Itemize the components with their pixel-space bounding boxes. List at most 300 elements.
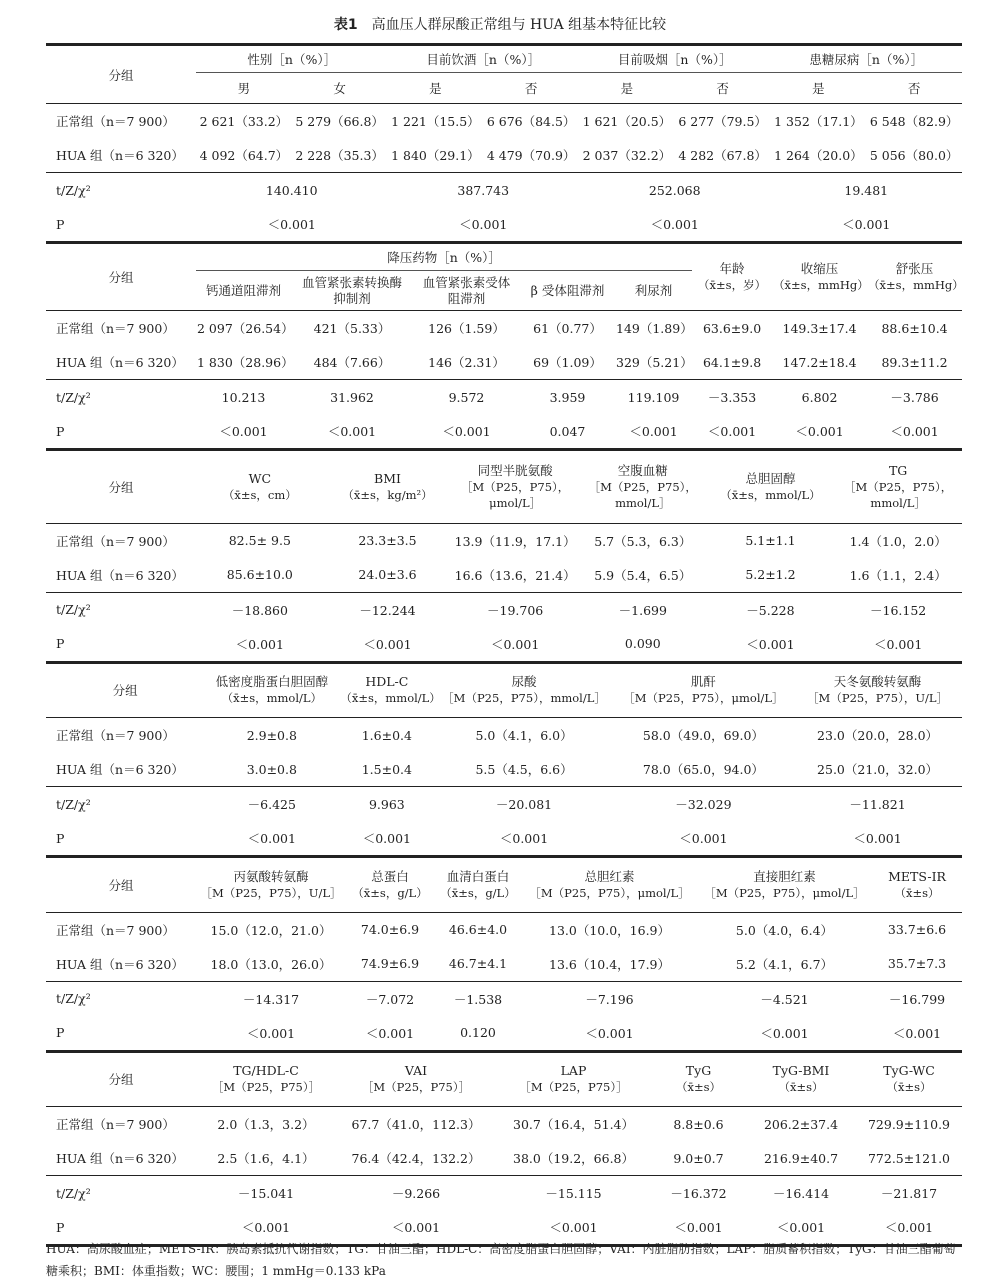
- col-header-unit: （x̄±s，mmol/L）: [221, 691, 323, 706]
- col-header-title: 天冬氨酸转氨酶: [833, 674, 922, 690]
- cell: 13.6（10.4，17.9）: [549, 956, 670, 972]
- col-header-unit: ［M（P25，P75），: [588, 479, 697, 494]
- table-row: [46, 947, 962, 982]
- sub-header: [615, 271, 692, 311]
- cell: －6.425: [204, 787, 339, 822]
- cell: 1 830（28.96）: [197, 355, 294, 370]
- col-header: [834, 451, 962, 523]
- cell: ＜0.001: [459, 217, 508, 232]
- sub-header-line: 血管紧张素转换酶: [301, 274, 402, 290]
- cell: ＜0.001: [362, 831, 411, 846]
- col-header-title: TG/HDL-C: [233, 1063, 299, 1079]
- cell: 31.962: [291, 380, 413, 415]
- cell: 58.0（49.0，69.0）: [642, 728, 764, 743]
- cell: －20.081: [434, 787, 613, 822]
- group-header: 分组: [46, 244, 196, 311]
- table-section-4: [46, 664, 962, 859]
- col-header-title: 血清白蛋白: [446, 868, 510, 884]
- cell: ＜0.001: [247, 831, 296, 846]
- cell: 74.0±6.9: [360, 922, 420, 937]
- col-header-unit: ［M（P25，P75）］: [211, 1080, 321, 1095]
- cell: 1 621（20.5）: [582, 114, 672, 129]
- sub-header: 女: [333, 81, 346, 96]
- cell: －9.266: [336, 1176, 496, 1211]
- sub-header: [413, 271, 520, 311]
- sub-header-line: 阻滞剂: [447, 290, 486, 306]
- col-header-unit: （x̄±s）: [778, 1080, 824, 1095]
- row-label: t/Z/χ²: [46, 1176, 196, 1211]
- cell: ＜0.001: [549, 1220, 598, 1235]
- sub-header: 否: [716, 81, 729, 96]
- cell: ＜0.001: [707, 424, 757, 439]
- cell: ＜0.001: [884, 1220, 934, 1235]
- cell: 18.0（13.0，26.0）: [210, 956, 332, 972]
- col-header: [496, 1053, 651, 1107]
- col-header-title: TyG: [685, 1063, 712, 1079]
- col-header-title: WC: [248, 470, 272, 486]
- col-header: [336, 1053, 496, 1107]
- col-header: [196, 451, 324, 523]
- row-label: 正常组（n＝7 900）: [56, 728, 175, 743]
- cell: ＜0.001: [853, 831, 902, 846]
- cell: 2 037（32.2）: [582, 148, 672, 163]
- col-header-title: TG: [888, 462, 908, 478]
- cell: ＜0.001: [391, 1220, 441, 1235]
- col-group-header: 目前饮酒［n（%）］: [388, 45, 580, 73]
- cell: ＜0.001: [650, 217, 699, 232]
- col-header: [614, 664, 793, 718]
- col-header: [434, 664, 613, 718]
- cell: 1.6（1.1，2.4）: [849, 567, 947, 583]
- cell: 1 264（20.0）: [774, 148, 863, 163]
- cell: 6 548（82.9）: [869, 114, 959, 129]
- col-header: [522, 858, 697, 912]
- col-header-unit: （x̄±s，mmHg）: [773, 278, 869, 292]
- sub-header: 是: [620, 81, 634, 96]
- col-header-title: 空腹血糖: [617, 462, 668, 478]
- cell: 4 282（67.8）: [678, 148, 767, 163]
- table-row: [46, 345, 962, 380]
- cell: ＜0.001: [746, 636, 795, 652]
- col-group-header: 目前吸烟［n（%）］: [579, 45, 771, 73]
- p-row: [46, 627, 962, 663]
- cell: 5 056（80.0）: [869, 148, 959, 163]
- col-header-unit: ［M（P25，P75），U/L］: [807, 691, 949, 706]
- col-header-unit: （x̄±s，mmol/L）: [720, 487, 821, 502]
- col-header: [746, 1053, 856, 1107]
- cell: 0.120: [460, 1025, 496, 1040]
- row-label: P: [56, 423, 65, 439]
- row-label: HUA 组（n＝6 320）: [56, 355, 184, 370]
- cell: 5.2±1.2: [745, 567, 796, 582]
- col-header-unit: （x̄±s，岁）: [698, 278, 767, 292]
- table-section-1: [46, 43, 962, 244]
- cell: 2 228（35.3）: [295, 148, 384, 163]
- cell: 23.3±3.5: [358, 533, 417, 548]
- sub-header: 是: [429, 81, 442, 96]
- sub-header-line: 利尿剂: [634, 282, 673, 298]
- sub-header: [196, 271, 291, 311]
- col-header: [692, 244, 772, 311]
- cell: 38.0（19.2，66.8）: [513, 1151, 634, 1166]
- col-header: [793, 664, 962, 718]
- cell: －3.353: [692, 380, 772, 415]
- cell: 5.5（4.5，6.6）: [475, 762, 573, 777]
- cell: 5.1±1.1: [745, 533, 796, 548]
- cell: 64.1±9.8: [702, 354, 762, 370]
- cell: －11.821: [793, 787, 962, 822]
- col-header: [579, 451, 707, 523]
- cell: 25.0（21.0，32.0）: [817, 762, 939, 777]
- cell: －1.699: [579, 592, 707, 627]
- table-row: [46, 912, 962, 947]
- cell: 2.5（1.6，4.1）: [217, 1151, 315, 1166]
- cell: 15.0（12.0，21.0）: [210, 922, 332, 938]
- row-label: t/Z/χ²: [46, 981, 196, 1016]
- cell: ＜0.001: [246, 1025, 296, 1041]
- col-header-unit: （x̄±s）: [886, 1080, 932, 1095]
- table-row: [46, 558, 962, 593]
- col-header-unit: mmol/L］: [615, 495, 671, 510]
- group-header: 分组: [112, 683, 138, 699]
- cell: 484（7.66）: [313, 355, 391, 370]
- col-header: [697, 858, 872, 912]
- col-header-title: 总胆红素: [584, 868, 635, 884]
- table-label: 表1: [333, 17, 358, 33]
- col-header-title: 收缩压: [800, 261, 839, 276]
- cell: －16.799: [872, 981, 962, 1016]
- col-header-unit: ［M（P25，P75），mmol/L］: [442, 691, 606, 706]
- col-header-title: 舒张压: [895, 261, 934, 276]
- group-header: 分组: [108, 877, 134, 893]
- col-header: [196, 1053, 336, 1107]
- cell: 149（1.89）: [616, 321, 693, 336]
- cell: 13.0（10.0，16.9）: [549, 922, 670, 938]
- row-label: P: [56, 1025, 65, 1040]
- cell: ＜0.001: [842, 217, 891, 232]
- cell: 85.6±10.0: [226, 567, 293, 582]
- cell: 5.2（4.1，6.7）: [735, 956, 834, 972]
- col-header-unit: （x̄±s，g/L）: [440, 885, 516, 900]
- cell: 206.2±37.4: [763, 1116, 839, 1132]
- table-caption: 高血压人群尿酸正常组与 HUA 组基本特征比较: [371, 17, 667, 33]
- col-header: [451, 451, 579, 523]
- cell: 6 676（84.5）: [486, 114, 576, 129]
- p-row: [46, 821, 962, 857]
- col-header-title: TyG-BMI: [772, 1063, 830, 1079]
- sub-header-line: 抑制剂: [333, 290, 371, 306]
- col-header-unit: μmol/L］: [489, 495, 542, 510]
- col-header-unit: ［M（P25，P75）］: [361, 1080, 471, 1095]
- cell: 6 277（79.5）: [678, 114, 767, 129]
- col-header-unit: ［M（P25，P75），μmol/L］: [529, 885, 690, 900]
- col-header: [339, 664, 441, 718]
- cell: 13.9（11.9，17.1）: [454, 533, 576, 549]
- stat-row: [46, 592, 962, 627]
- col-header-title: 年龄: [719, 261, 745, 276]
- col-header-unit: ［M（P25，P75），μmol/L］: [704, 885, 865, 900]
- sub-header-line: 血管紧张素受体: [422, 274, 511, 290]
- col-header-unit: （x̄±s，g/L）: [352, 885, 428, 900]
- sub-header: [520, 271, 615, 311]
- cell: 89.3±11.2: [881, 354, 948, 370]
- cell: －7.072: [346, 981, 434, 1016]
- cell: 1.5±0.4: [361, 761, 412, 777]
- col-header: [872, 858, 962, 912]
- cell: －5.228: [707, 592, 835, 627]
- sub-header: [291, 271, 413, 311]
- table-section-2: [46, 244, 962, 451]
- cell: 67.7（41.0，112.3）: [351, 1117, 481, 1132]
- cell: －4.521: [697, 981, 872, 1016]
- row-label: HUA 组（n＝6 320）: [56, 1151, 184, 1166]
- col-header: [204, 664, 339, 718]
- row-label: 正常组（n＝7 900）: [56, 922, 175, 938]
- cell: 46.6±4.0: [448, 922, 508, 937]
- row-label: 正常组（n＝7 900）: [56, 1117, 175, 1132]
- col-header-unit: ［M（P25，P75），U/L］: [200, 885, 342, 900]
- cell: 5.0（4.1，6.0）: [475, 728, 573, 743]
- col-header: [346, 858, 434, 912]
- cell: 78.0（65.0，94.0）: [642, 762, 764, 777]
- col-header-title: 丙氨酸转氨酶: [233, 868, 309, 884]
- col-group-header: 性别［n（%）］: [196, 45, 388, 73]
- col-header-title: 总胆固醇: [745, 470, 796, 486]
- cell: 61（0.77）: [533, 321, 602, 336]
- cell: 35.7±7.3: [887, 956, 947, 971]
- cell: ＜0.001: [890, 424, 939, 439]
- cell: 74.9±6.9: [360, 956, 420, 971]
- row-label: HUA 组（n＝6 320）: [56, 956, 184, 972]
- table-row: [46, 718, 962, 753]
- cell: 8.8±0.6: [673, 1116, 724, 1132]
- cell: ＜0.001: [365, 1025, 415, 1041]
- col-header-unit: ［M（P25，P75），: [461, 479, 570, 494]
- table-row: [46, 523, 962, 558]
- row-label: t/Z/χ²: [46, 380, 196, 415]
- cell: －14.317: [196, 981, 346, 1016]
- col-header-unit: ［M（P25，P75）］: [519, 1080, 628, 1095]
- row-label: HUA 组（n＝6 320）: [56, 148, 184, 163]
- col-header-unit: mmol/L］: [870, 495, 926, 510]
- group-header: 分组: [46, 45, 196, 104]
- cell: 252.068: [579, 173, 771, 208]
- row-label: 正常组（n＝7 900）: [56, 114, 175, 129]
- cell: －15.041: [196, 1176, 336, 1211]
- cell: 772.5±121.0: [867, 1150, 951, 1166]
- col-header-title: BMI: [374, 470, 401, 486]
- sub-header: 男: [237, 81, 251, 96]
- col-header: [324, 451, 452, 523]
- cell: 88.6±10.4: [881, 320, 948, 336]
- cell: ＜0.001: [363, 636, 412, 652]
- cell: 5.7（5.3，6.3）: [594, 533, 692, 549]
- table-section-3: [46, 451, 962, 664]
- cell: ＜0.001: [499, 831, 549, 846]
- row-label: HUA 组（n＝6 320）: [56, 567, 184, 583]
- col-header-unit: ［M（P25，P75），: [844, 479, 953, 494]
- cell: 16.6（13.6，21.4）: [454, 567, 576, 583]
- row-label: t/Z/χ²: [46, 787, 204, 822]
- col-header-unit: （x̄±s，mmHg）: [868, 278, 964, 292]
- col-header: [196, 858, 346, 912]
- cell: 3.959: [520, 380, 615, 415]
- cell: －21.817: [856, 1176, 962, 1211]
- p-row: [46, 207, 962, 243]
- cell: ＜0.001: [219, 424, 268, 439]
- col-header-title: 直接胆红素: [753, 868, 816, 884]
- cell: 4 479（70.9）: [486, 148, 576, 163]
- stat-row: [46, 380, 962, 415]
- cell: ＜0.001: [873, 636, 923, 652]
- col-header-title: VAI: [404, 1063, 428, 1079]
- cell: 24.0±3.6: [358, 567, 417, 582]
- cell: 46.7±4.1: [448, 956, 508, 971]
- cell: 10.213: [196, 380, 291, 415]
- table-footnote: HUA：高尿酸血症；METS-IR：胰岛素抵抗代谢指数；TG：甘油三酯；HDL-C：高密度脂蛋白胆固醇；VAI：内脏脂肪指数；LAP：脂质蓄积指数；TyG：甘油三酯葡萄糖乘积；BMI：体重指数；WC：腰围；1 mmHg＝0.133 kPa: [46, 1242, 956, 1278]
- row-label: P: [56, 216, 65, 232]
- cell: 126（1.59）: [428, 321, 505, 336]
- cell: 387.743: [388, 173, 580, 208]
- cell: 0.090: [624, 636, 661, 651]
- cell: 76.4（42.4，132.2）: [351, 1151, 481, 1166]
- cell: －7.196: [522, 981, 697, 1016]
- cell: 2 097（26.54）: [197, 321, 294, 336]
- cell: 9.963: [339, 787, 434, 822]
- cell: 1 352（17.1）: [774, 114, 863, 129]
- cell: 147.2±18.4: [782, 354, 857, 370]
- cell: 9.0±0.7: [673, 1150, 724, 1166]
- cell: 149.3±17.4: [782, 320, 857, 336]
- cell: 19.481: [771, 173, 963, 208]
- cell: 6.802: [772, 380, 867, 415]
- cell: 119.109: [615, 380, 692, 415]
- cell: 4 092（64.7）: [199, 148, 289, 163]
- sub-header: 是: [812, 81, 825, 96]
- cell: 63.6±9.0: [702, 320, 762, 336]
- col-header: [856, 1053, 962, 1107]
- table-row: [46, 1141, 962, 1176]
- cell: 5.9（5.4，6.5）: [594, 567, 692, 583]
- cell: 2.0（1.3，3.2）: [217, 1117, 315, 1132]
- cell: ＜0.001: [679, 831, 728, 846]
- cell: 1 840（29.1）: [391, 148, 480, 163]
- table-section-5: [46, 858, 962, 1053]
- sub-header-line: 钙通道阻滞剂: [205, 282, 281, 298]
- col-header-unit: （x̄±s）: [894, 885, 940, 900]
- row-label: HUA 组（n＝6 320）: [56, 762, 184, 777]
- stat-row: [46, 1176, 962, 1211]
- cell: ＜0.001: [585, 1025, 634, 1041]
- cell: ＜0.001: [241, 1220, 291, 1235]
- cell: 421（5.33）: [313, 321, 391, 336]
- cell: －32.029: [614, 787, 793, 822]
- cell: 216.9±40.7: [763, 1150, 839, 1166]
- row-label: P: [56, 830, 65, 846]
- p-row: [46, 414, 962, 450]
- col-header-title: METS-IR: [888, 868, 946, 884]
- row-label: P: [56, 1219, 65, 1235]
- col-header-title: HDL-C: [365, 674, 409, 690]
- p-row: [46, 1016, 962, 1052]
- cell: 729.9±110.9: [867, 1116, 951, 1132]
- cell: －16.414: [746, 1176, 856, 1211]
- col-header-unit: （x̄±s，mmol/L）: [340, 691, 441, 706]
- cell: 30.7（16.4，51.4）: [513, 1117, 634, 1132]
- cell: －15.115: [496, 1176, 651, 1211]
- col-header-unit: （x̄±s）: [675, 1080, 722, 1095]
- cell: ＜0.001: [892, 1025, 942, 1041]
- cell: ＜0.001: [674, 1220, 723, 1235]
- table-title: [0, 14, 1000, 34]
- cell: －1.538: [434, 981, 522, 1016]
- col-header-unit: ［M（P25，P75），μmol/L］: [623, 691, 784, 706]
- col-header-unit: （x̄±s，kg/m²）: [342, 487, 433, 502]
- row-label: 正常组（n＝7 900）: [56, 533, 175, 549]
- cell: 329（5.21）: [616, 355, 693, 370]
- stat-row: [46, 981, 962, 1016]
- col-header-title: 尿酸: [511, 674, 537, 690]
- col-header-unit: （x̄±s，cm）: [222, 487, 297, 502]
- row-label: t/Z/χ²: [46, 592, 196, 627]
- cell: －19.706: [451, 592, 579, 627]
- cell: 146（2.31）: [428, 355, 505, 370]
- row-label: P: [56, 636, 65, 651]
- col-header-title: 肌酐: [690, 674, 716, 690]
- table-row: [46, 311, 962, 346]
- col-header: [772, 244, 867, 311]
- cell: 5.0（4.0，6.4）: [735, 922, 834, 938]
- cell: 82.5± 9.5: [228, 533, 291, 548]
- cell: ＜0.001: [327, 424, 377, 439]
- col-header-title: 低密度脂蛋白胆固醇: [215, 674, 329, 690]
- row-label: 正常组（n＝7 900）: [56, 321, 175, 336]
- stat-row: [46, 173, 962, 208]
- col-group-header: 患糖尿病［n（%）］: [771, 45, 963, 73]
- cell: ＜0.001: [267, 217, 316, 232]
- group-header: 分组: [108, 1072, 134, 1088]
- cell: 1.4（1.0，2.0）: [849, 533, 947, 549]
- cell: ＜0.001: [760, 1025, 809, 1041]
- cell: 0.047: [549, 423, 586, 439]
- cell: 5 279（66.8）: [295, 114, 384, 129]
- cell: －3.786: [867, 380, 962, 415]
- cell: 23.0（20.0，28.0）: [817, 728, 939, 743]
- col-header: [434, 858, 522, 912]
- cell: 1 221（15.5）: [391, 114, 480, 129]
- table-row: [46, 138, 962, 173]
- cell: 2 621（33.2）: [199, 114, 289, 129]
- cell: ＜0.001: [490, 636, 540, 652]
- cell: ＜0.001: [776, 1220, 826, 1235]
- col-header-title: 同型半胱氨酸: [477, 462, 553, 478]
- cell: －18.860: [196, 592, 324, 627]
- sub-header: 否: [907, 81, 921, 96]
- row-label: t/Z/χ²: [46, 173, 196, 208]
- col-header: [707, 451, 835, 523]
- cell: 1.6±0.4: [361, 727, 412, 743]
- group-header: 分组: [108, 479, 134, 495]
- table-row: [46, 1107, 962, 1142]
- cell: 9.572: [413, 380, 520, 415]
- col-header-title: TyG-WC: [883, 1063, 935, 1079]
- cell: 3.0±0.8: [246, 761, 297, 777]
- table-container: [46, 43, 962, 1247]
- cell: ＜0.001: [795, 424, 844, 439]
- cell: 2.9±0.8: [246, 727, 297, 743]
- cell: 140.410: [196, 173, 388, 208]
- cell: ＜0.001: [442, 424, 491, 439]
